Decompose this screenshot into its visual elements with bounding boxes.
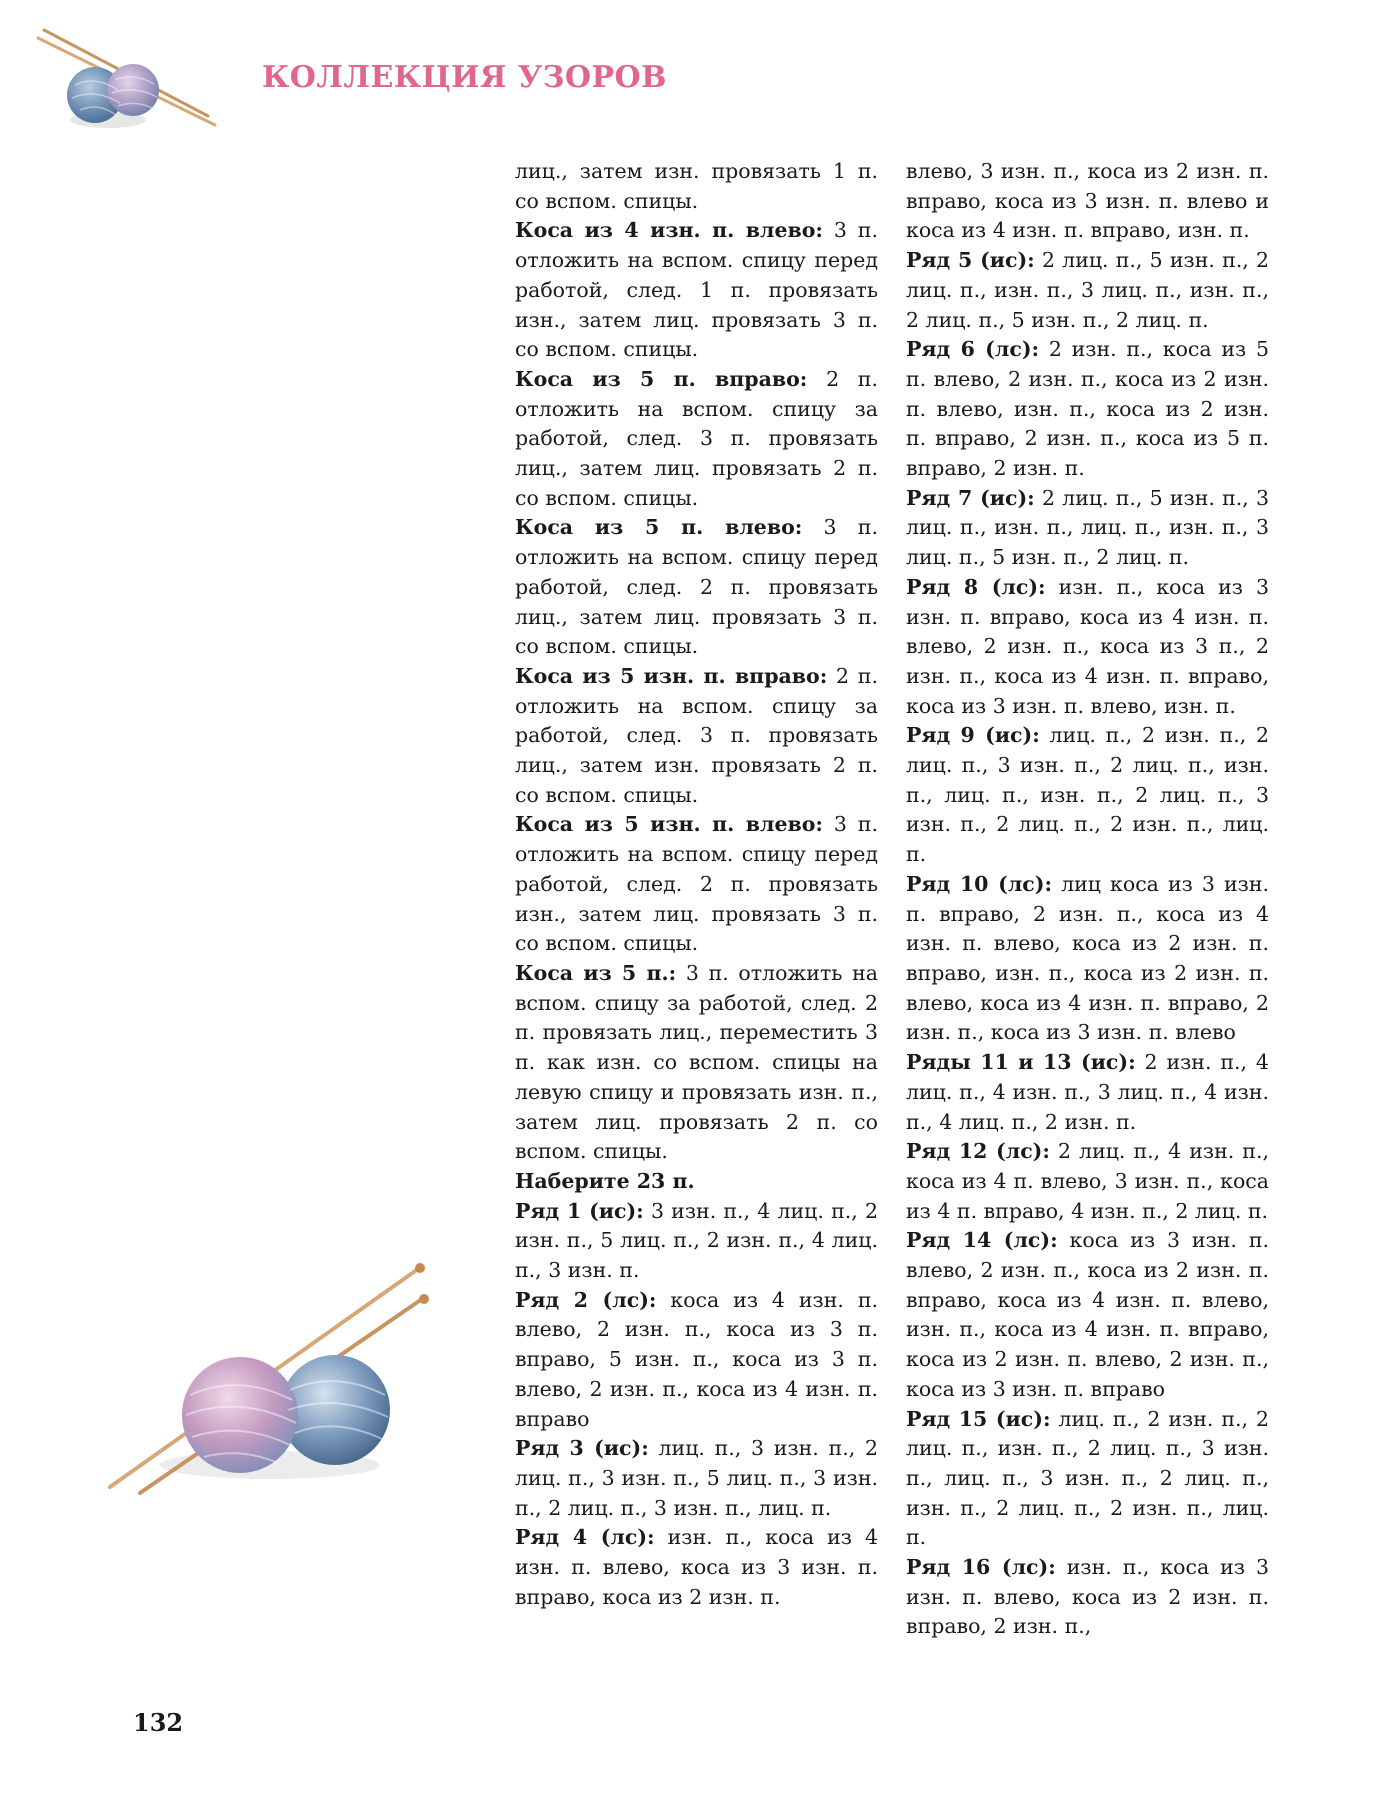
paragraph: Ряды 11 и 13 (ис): 2 изн. п., 4 лиц. п., 4 изн. п., 3 лиц. п., 4 изн. п., 4 лиц. п., 2 изн. п. [906, 1050, 1269, 1134]
paragraph: лиц., затем изн. провязать 1 п. со вспом. спицы. [515, 159, 878, 213]
right-text-column [906, 157, 1269, 1642]
paragraph: Ряд 5 (ис): 2 лиц. п., 5 изн. п., 2 лиц. п., изн. п., 3 лиц. п., изн. п., 2 лиц. п., 5 изн. п., 2 лиц. п. [906, 248, 1269, 332]
paragraph: Наберите 23 п. [515, 1168, 695, 1193]
paragraph: Коса из 5 изн. п. вправо: 2 п. отложить на вспом. спицу за работой, след. 3 п. провязать лиц., затем изн. провязать 2 п. со вспом. спицы. [515, 663, 878, 807]
paragraph: Коса из 4 изн. п. влево: 3 п. отложить на вспом. спицу перед работой, след. 1 п. провязать изн., затем лиц. провязать 3 п. со вспом. спицы. [515, 218, 878, 362]
paragraph: Ряд 8 (лс): изн. п., коса из 3 изн. п. вправо, коса из 4 изн. п. влево, 2 изн. п., коса из 3 п., 2 изн. п., коса из 4 изн. п. вправо, коса из 3 изн. п. влево, изн. п. [906, 574, 1269, 718]
paragraph: Ряд 14 (лс): коса из 3 изн. п. влево, 2 изн. п., коса из 2 изн. п. вправо, коса из 4 изн. п. влево, изн. п., коса из 4 изн. п. вправо, коса из 2 изн. п. влево, 2 изн. п., коса из 3 изн. п. вправо [906, 1228, 1269, 1401]
paragraph: Ряд 4 (лс): изн. п., коса из 4 изн. п. влево, коса из 3 изн. п. вправо, коса из 2 изн. п. [515, 1525, 878, 1609]
yarn-balls-top-icon [30, 20, 230, 140]
paragraph: Ряд 7 (ис): 2 лиц. п., 5 изн. п., 3 лиц. п., изн. п., лиц. п., изн. п., 3 лиц. п., 5 изн. п., 2 лиц. п. [906, 485, 1269, 570]
page-header-title: КОЛЛЕКЦИЯ УЗОРОВ [262, 60, 668, 95]
paragraph: Ряд 12 (лс): 2 лиц. п., 4 изн. п., коса из 4 п. влево, 3 изн. п., коса из 4 п. вправо, 4 изн. п., 2 лиц. п. [906, 1139, 1269, 1223]
paragraph: Коса из 5 п. вправо: 2 п. отложить на вспом. спицу за работой, след. 3 п. провязать лиц., затем лиц. провязать 2 п. со вспом. спицы. [515, 366, 878, 510]
paragraph: влево, 3 изн. п., коса из 2 изн. п. вправо, коса из 3 изн. п. влево и коса из 4 изн. п. вправо, изн. п. [906, 159, 1269, 243]
paragraph: Ряд 15 (ис): лиц. п., 2 изн. п., 2 лиц. п., изн. п., 2 лиц. п., 3 изн. п., лиц. п., 3 изн. п., 2 лиц. п., изн. п., 2 лиц. п., 2 изн. п., лиц. п. [906, 1406, 1269, 1550]
paragraph: Коса из 5 изн. п. влево: 3 п. отложить на вспом. спицу перед работой, след. 2 п. провязать изн., затем лиц. провязать 3 п. со вспом. спицы. [515, 812, 878, 956]
paragraph: Ряд 3 (ис): лиц. п., 3 изн. п., 2 лиц. п., 3 изн. п., 5 лиц. п., 3 изн. п., 2 лиц. п., 3 изн. п., лиц. п. [515, 1436, 878, 1520]
paragraph: Ряд 10 (лс): лиц коса из 3 изн. п. вправо, 2 изн. п., коса из 4 изн. п. влево, коса из 2 изн. п. вправо, изн. п., коса из 2 изн. п. влево, коса из 4 изн. п. вправо, 2 изн. п., коса из 3 изн. п. влево [906, 871, 1269, 1045]
paragraph: Ряд 2 (лс): коса из 4 изн. п. влево, 2 изн. п., коса из 3 п. вправо, 5 изн. п., коса из 3 п. влево, 2 изн. п., коса из 4 изн. п. вправо [515, 1287, 878, 1431]
yarn-balls-bottom-icon [100, 1255, 430, 1495]
paragraph: Ряд 9 (ис): лиц. п., 2 изн. п., 2 лиц. п., 3 изн. п., 2 лиц. п., изн. п., лиц. п., изн. п., 2 лиц. п., 3 изн. п., 2 лиц. п., 2 изн. п., лиц. п. [906, 723, 1269, 867]
paragraph: Ряд 1 (ис): 3 изн. п., 4 лиц. п., 2 изн. п., 5 лиц. п., 2 изн. п., 4 лиц. п., 3 изн. п. [515, 1198, 878, 1283]
paragraph: Ряд 6 (лс): 2 изн. п., коса из 5 п. влево, 2 изн. п., коса из 2 изн. п. влево, изн. п., коса из 2 изн. п. вправо, 2 изн. п., коса из 5 п. вправо, 2 изн. п. [906, 337, 1269, 481]
paragraph: Ряд 16 (лс): изн. п., коса из 3 изн. п. влево, коса из 2 изн. п. вправо, 2 изн. п., [906, 1555, 1269, 1639]
page-number: 132 [133, 1708, 184, 1737]
paragraph: Коса из 5 п.: 3 п. отложить на вспом. спицу за работой, след. 2 п. провязать лиц., переместить 3 п. как изн. со вспом. спицы на левую спицу и провязать изн. п., затем лиц. провязать 2 п. со вспом. спицы. [515, 960, 878, 1164]
left-text-column [515, 157, 878, 1612]
paragraph: Коса из 5 п. влево: 3 п. отложить на вспом. спицу перед работой, след. 2 п. провязать лиц., затем лиц. провязать 3 п. со вспом. спицы. [515, 515, 878, 659]
